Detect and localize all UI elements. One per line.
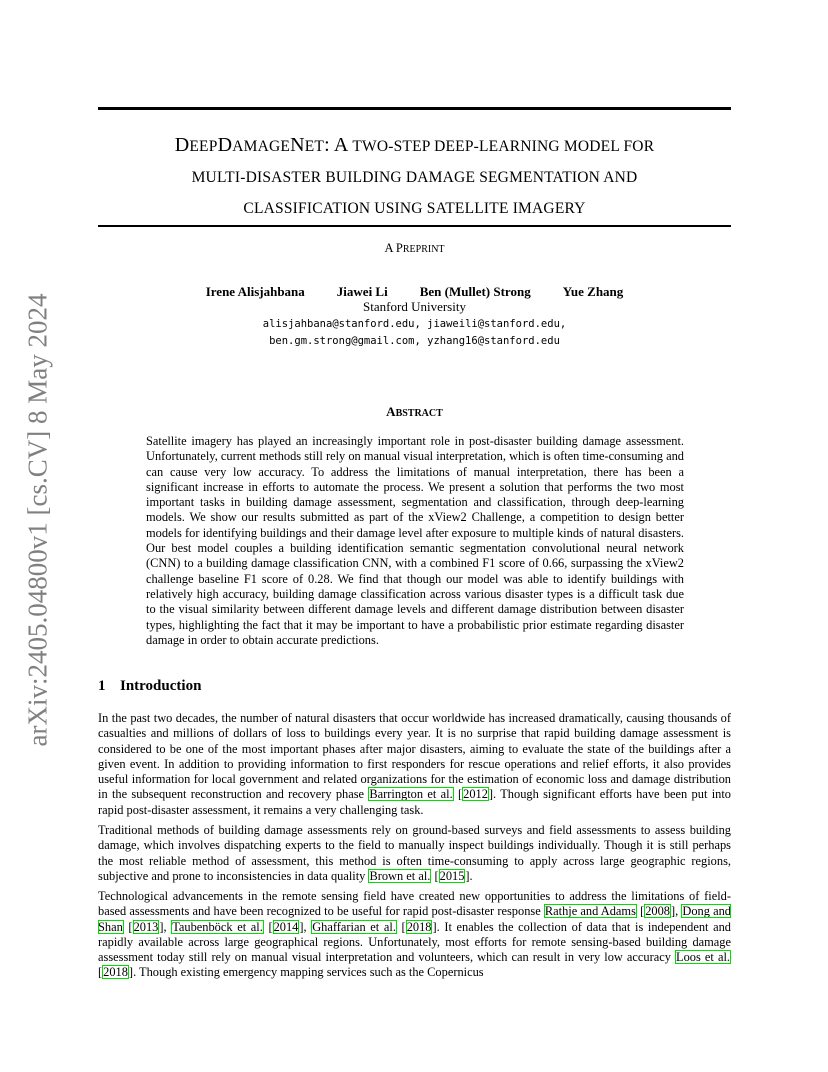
author-name: Ben (Mullet) Strong bbox=[419, 284, 531, 299]
title-fragment: TWO-STEP DEEP-LEARNING MODEL FOR bbox=[348, 138, 655, 155]
paragraph-text: Technological advancements in the remote sensing field have created new opportunities to address the limitations of field-based assessments and have been recognized to be useful for rapid post-disaster response bbox=[98, 889, 731, 919]
title-bottom-rule bbox=[98, 225, 731, 227]
paragraph-text: . Though significant efforts have been put into rapid post-disaster assessment, it remains a very challenging task. bbox=[98, 787, 731, 817]
citation-year: 2008 bbox=[645, 904, 670, 919]
paragraph-text: . bbox=[469, 868, 473, 883]
title-fragment: AMAGE bbox=[232, 138, 291, 155]
title-fragment: N bbox=[290, 134, 305, 156]
citation-year-link[interactable] bbox=[439, 869, 466, 883]
abstract-text: Satellite imagery has played an increasingly important role in post-disaster building damage assessment. Unfortunately, current methods still rely on manual visual interpretation, which is often time-consuming and can cause very low accuracy. To address the limitations of manual interpretation, there has been a significant increase in efforts to automate the process. We present a solution that performs the two most important tasks in building damage assessment, segmentation and classification, through deep-learning models. We show our results submitted as part of the xView2 Challenge, a competition to design better models for identifying buildings and their damage level after exposure to multiple kinds of natural disasters. Our best model couples a building identification semantic segmentation convolutional neural network (CNN) to a building damage classification CNN, with a combined F1 score of 0.66, surpassing the xView2 challenge baseline F1 score of 0.28. We find that though our model was able to identify buildings with relatively high accuracy, building damage classification across various disaster types is a difficult task due to the visual similarity between different damage levels and different damage distribution between disaster types, highlighting the fact that it may be important to have a probabilistic prior estimate regarding disaster damage in order to obtain accurate predictions. bbox=[146, 434, 684, 647]
title-fragment: D bbox=[174, 134, 190, 156]
citation-year: 2018 bbox=[406, 919, 432, 934]
author-name: Jiawei Li bbox=[336, 284, 388, 299]
title-fragment: : A bbox=[324, 134, 349, 156]
citation-year-link[interactable] bbox=[102, 965, 129, 979]
citation-year: 2013 bbox=[133, 919, 159, 934]
citation-year-link[interactable] bbox=[406, 920, 433, 934]
citation-year: 2012 bbox=[463, 787, 488, 802]
citation-year: 2015 bbox=[439, 868, 465, 883]
author-list bbox=[98, 284, 731, 300]
paragraph: Technological advancements in the remote sensing field have created new opportunities to address the limitations of field-based assessments and have been recognized to be useful for rapid post-disaster response Rathje and Adams [2008], Dong and Shan [2013], Taubenböck et al. [2014], Ghaffarian et al. [2018]. It enables the collection of data that is independent and rapidly available across large geographical regions. Unfortunately, most efforts for remote sensing-based building damage assessment today still rely on manual visual interpretation and volunteers, which can result in very low accuracy Loos et al. [2018]. Though existing emergency mapping services such as the Copernicus bbox=[98, 889, 732, 980]
arxiv-stamp-text: arXiv:2405.04800v1 [cs.CV] 8 May 2024 bbox=[22, 293, 53, 747]
preprint-initial: A P bbox=[384, 241, 403, 255]
author-name: Yue Zhang bbox=[562, 284, 624, 299]
citation-year-link[interactable] bbox=[133, 920, 160, 934]
abstract-heading bbox=[98, 404, 731, 420]
title-fragment: ET bbox=[304, 138, 325, 155]
paragraph-text: In the past two decades, the number of natural disasters that occur worldwide has increased dramatically, causing thousands of casualties and millions of dollars of loss to buildings every year. It is no surprise that rapid building damage assessment is considered to be one of the most important phases after major disasters, aiming to evaluate the state of the buildings after a given event. In addition to providing information to first responders for rescue operations and relief efforts, it also provides useful information for local government and related organizations for the estimation of economic loss and damage distribution in the subsequent reconstruction and recovery phase bbox=[98, 711, 731, 802]
arxiv-stamp bbox=[20, 285, 56, 755]
citation-authors: Brown et al. bbox=[369, 868, 431, 883]
citation-year: 2014 bbox=[273, 919, 299, 934]
citation-link[interactable] bbox=[368, 787, 453, 801]
title-line-1 bbox=[98, 130, 731, 162]
paragraph-text: . Though existing emergency mapping services such as the Copernicus bbox=[133, 965, 484, 980]
paragraph-text: Traditional methods of building damage assessments rely on ground-based surveys and field assessments to assess building damage, which involves dispatching experts to the field to manually inspect buildings individually. Though it is still perhaps the most reliable method of assessment, this method is often time-consuming to apply across large geographic regions, subjective and prone to inconsistencies in data quality bbox=[98, 823, 731, 883]
citation-link[interactable] bbox=[368, 869, 431, 883]
citation-year: 2018 bbox=[103, 965, 128, 980]
citation-authors: Taubenböck et al. bbox=[172, 919, 263, 934]
citation-authors: Ghaffarian et al. bbox=[312, 919, 396, 934]
paragraph: Traditional methods of building damage assessments rely on ground-based surveys and field assessments to assess building damage, which involves dispatching experts to the field to manually inspect buildings individually. Though it is still perhaps the most reliable method of assessment, this method is often time-consuming to apply across large geographic regions, subjective and prone to inconsistencies in data quality Brown et al. [2015]. bbox=[98, 823, 731, 883]
affiliation: Stanford University bbox=[363, 299, 466, 314]
preprint-rest: REPRINT bbox=[402, 244, 445, 255]
title-line-2: MULTI-DISASTER BUILDING DAMAGE SEGMENTATION AND bbox=[191, 169, 638, 186]
author-emails: alisjahbana@stanford.edu, jiaweili@stanford.edu, ben.gm.strong@gmail.com, yzhang16@stanford.edu bbox=[262, 318, 567, 347]
paragraph: In the past two decades, the number of natural disasters that occur worldwide has increased dramatically, causing thousands of casualties and millions of dollars of loss to buildings every year. It is no surprise that rapid building damage assessment is considered to be one of the most important phases after major disasters, aiming to evaluate the state of the buildings after a given event. In addition to providing information to first responders for rescue operations and relief efforts, it also provides useful information for local government and related organizations for the estimation of economic loss and damage distribution in the subsequent reconstruction and recovery phase Barrington et al. [2012]. Though significant efforts have been put into rapid post-disaster assessment, it remains a very challenging task. bbox=[98, 711, 731, 817]
title-fragment: EEP bbox=[189, 138, 218, 155]
citation-year-link[interactable] bbox=[644, 904, 671, 918]
citation-authors: Dong and Shan bbox=[98, 904, 732, 934]
citation-year-link[interactable] bbox=[462, 787, 489, 801]
section-title: Introduction bbox=[120, 678, 202, 694]
citation-link[interactable] bbox=[171, 920, 264, 934]
author-name: Irene Alisjahbana bbox=[205, 284, 305, 299]
paragraph-text: . It enables the collection of data that is independent and rapidly available across large geographical regions. Unfortunately, most efforts for remote sensing-based building damage assessment today still rely on manual visual interpretation and volunteers, which can result in very low accuracy bbox=[98, 919, 731, 965]
section-heading bbox=[98, 678, 201, 695]
abstract-heading-rest: BSTRACT bbox=[395, 408, 443, 419]
abstract-heading-initial: A bbox=[386, 404, 396, 419]
preprint-label bbox=[98, 241, 731, 256]
title-fragment: D bbox=[217, 134, 233, 156]
citation-year-link[interactable] bbox=[273, 920, 300, 934]
citation-link[interactable] bbox=[675, 950, 731, 964]
citation-link[interactable] bbox=[311, 920, 397, 934]
citation-link[interactable] bbox=[544, 904, 637, 918]
citation-authors: Rathje and Adams bbox=[544, 904, 636, 919]
section-number: 1 bbox=[98, 678, 106, 694]
citation-authors: Barrington et al. bbox=[369, 787, 453, 802]
paper-title bbox=[98, 130, 731, 224]
citation-authors: Loos et al. bbox=[676, 950, 730, 965]
title-top-rule bbox=[98, 107, 731, 110]
title-line-3: CLASSIFICATION USING SATELLITE IMAGERY bbox=[243, 200, 586, 217]
